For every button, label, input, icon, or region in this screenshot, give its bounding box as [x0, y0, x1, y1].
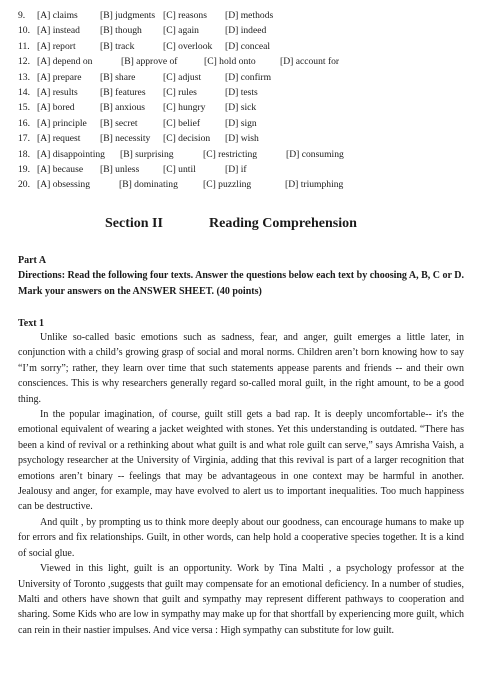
option-a: [A] because	[37, 163, 84, 175]
section-label: Section II	[105, 216, 163, 231]
option-a: [A] principle	[37, 117, 87, 129]
option-b: [B] dominating	[119, 179, 178, 191]
option-a: [A] claims	[37, 10, 78, 21]
option-b: [B] approve of	[121, 56, 178, 68]
option-c: [C] reasons	[163, 10, 207, 21]
option-b: [B] unless	[100, 163, 140, 175]
option-row	[18, 116, 468, 131]
option-row	[18, 23, 468, 38]
question-number: 10.	[18, 25, 30, 37]
option-row	[18, 147, 468, 162]
option-a: [A] obsessing	[37, 179, 91, 191]
paragraph: And quilt , by prompting us to think more deeply about our goodness, can encourage humans to make up for errors and fix relationships. Guilt, in other words, can help hold a cooperative species together. It is a kind of social glue.	[18, 516, 464, 559]
cloze-options-list	[18, 8, 468, 193]
option-row	[18, 100, 468, 115]
option-d: [D] conceal	[225, 40, 271, 52]
option-b: [B] judgments	[100, 10, 156, 21]
option-c: [C] decision	[163, 133, 211, 145]
option-b: [B] secret	[100, 117, 138, 129]
option-c: [C] again	[163, 25, 199, 37]
option-row	[18, 162, 468, 177]
option-b: [B] necessity	[100, 133, 151, 145]
part-label: Part A	[18, 255, 47, 266]
option-a: [A] request	[37, 133, 81, 145]
question-number: 12.	[18, 56, 30, 68]
option-d: [D] confirm	[225, 71, 272, 83]
option-d: [D] methods	[225, 10, 274, 21]
section-title: Reading Comprehension	[209, 216, 357, 231]
option-row	[18, 8, 468, 23]
question-number: 13.	[18, 71, 30, 83]
option-row	[18, 131, 468, 146]
option-c: [C] hold onto	[204, 56, 256, 68]
paragraph: Viewed in this light, guilt is an opportunity. Work by Tina Malti , a psychology professor at the University of Toronto ,suggests that guilt may compensate for an emotional deficiency. In a number of studies, Malti and others have shown that guilt and sympathy may represent different pathways to cooperation and sharing. Some Kids who are low in sympathy may make up for that shortfall by experiencing more guilt, which can rein in their nastier impulses. And vice versa : High sympathy can substitute for low guilt.	[18, 563, 465, 636]
option-a: [A] report	[37, 40, 76, 52]
question-number: 16.	[18, 117, 30, 129]
question-number: 18.	[18, 148, 30, 160]
option-c: [C] restricting	[203, 148, 258, 160]
question-number: 11.	[18, 40, 30, 52]
option-a: [A] bored	[37, 102, 75, 114]
option-c: [C] belief	[163, 117, 201, 129]
option-d: [D] triumphing	[285, 179, 344, 191]
text-title: Text 1	[18, 318, 45, 329]
option-c: [C] until	[163, 163, 196, 175]
option-c: [C] adjust	[163, 71, 202, 83]
question-number: 17.	[18, 133, 30, 145]
option-row	[18, 177, 468, 192]
option-row	[18, 39, 468, 54]
directions: Directions: Read the following four texts. Answer the questions below each text by choosing A, B, C or D. Mark your answers on the ANSWER SHEET. (40 points)	[18, 270, 464, 297]
paragraph: Unlike so-called basic emotions such as sadness, fear, and anger, guilt emerges a little later, in conjunction with a child’s growing grasp of social and moral norms. Children aren’t born knowing how to say “I’m sorry”; rather, they learn over time that such statements appease parents and friends -- and their own consciences. This is why researchers generally regard so-called moral guilt, in the right amount, to be a good thing.	[18, 332, 464, 405]
option-b: [B] share	[100, 71, 136, 83]
option-d: [D] indeed	[225, 25, 267, 37]
option-c: [C] rules	[163, 86, 197, 98]
option-b: [B] though	[100, 25, 142, 37]
option-a: [A] disappointing	[37, 148, 105, 160]
option-a: [A] depend on	[37, 56, 93, 68]
option-b: [B] track	[100, 40, 135, 52]
option-d: [D] consuming	[286, 148, 344, 160]
option-c: [C] puzzling	[203, 179, 252, 191]
option-d: [D] if	[225, 163, 247, 175]
option-a: [A] prepare	[37, 71, 82, 83]
question-number: 20.	[18, 179, 30, 191]
option-d: [D] sign	[225, 117, 257, 129]
option-a: [A] instead	[37, 25, 80, 37]
option-b: [B] features	[100, 86, 146, 98]
option-b: [B] surprising	[120, 148, 174, 160]
question-number: 14.	[18, 86, 30, 98]
option-d: [D] tests	[225, 86, 258, 98]
question-number: 9.	[18, 10, 26, 21]
option-row	[18, 85, 468, 100]
paragraph: In the popular imagination, of course, guilt still gets a bad rap. It is deeply uncomfortable-- it's the emotional equivalent of wearing a jacket weighted with stones. Yet this understanding is outdated. “There has been a kind of revival or a rethinking about what guilt is and what role guilt can serve,” says Amrisha Vaish, a psychology researcher at the University of Virginia, adding that this revival is part of a larger recognition that emotions aren’t binary -- feelings that may be advantageous in one context may be harmful in another. Jealousy and anger, for example, may have evolved to alert us to important inequalities. Too much happiness can be destructive.	[18, 409, 464, 513]
option-c: [C] overlook	[163, 40, 213, 52]
option-b: [B] anxious	[100, 102, 146, 114]
option-a: [A] results	[37, 86, 78, 98]
option-d: [D] sick	[225, 102, 257, 114]
option-c: [C] hungry	[163, 102, 206, 114]
option-row	[18, 54, 468, 69]
question-number: 15.	[18, 102, 30, 114]
question-number: 19.	[18, 163, 30, 175]
option-d: [D] account for	[280, 56, 340, 68]
passage	[18, 330, 464, 638]
option-d: [D] wish	[225, 133, 259, 145]
section-heading	[0, 213, 478, 235]
option-row	[18, 70, 468, 85]
